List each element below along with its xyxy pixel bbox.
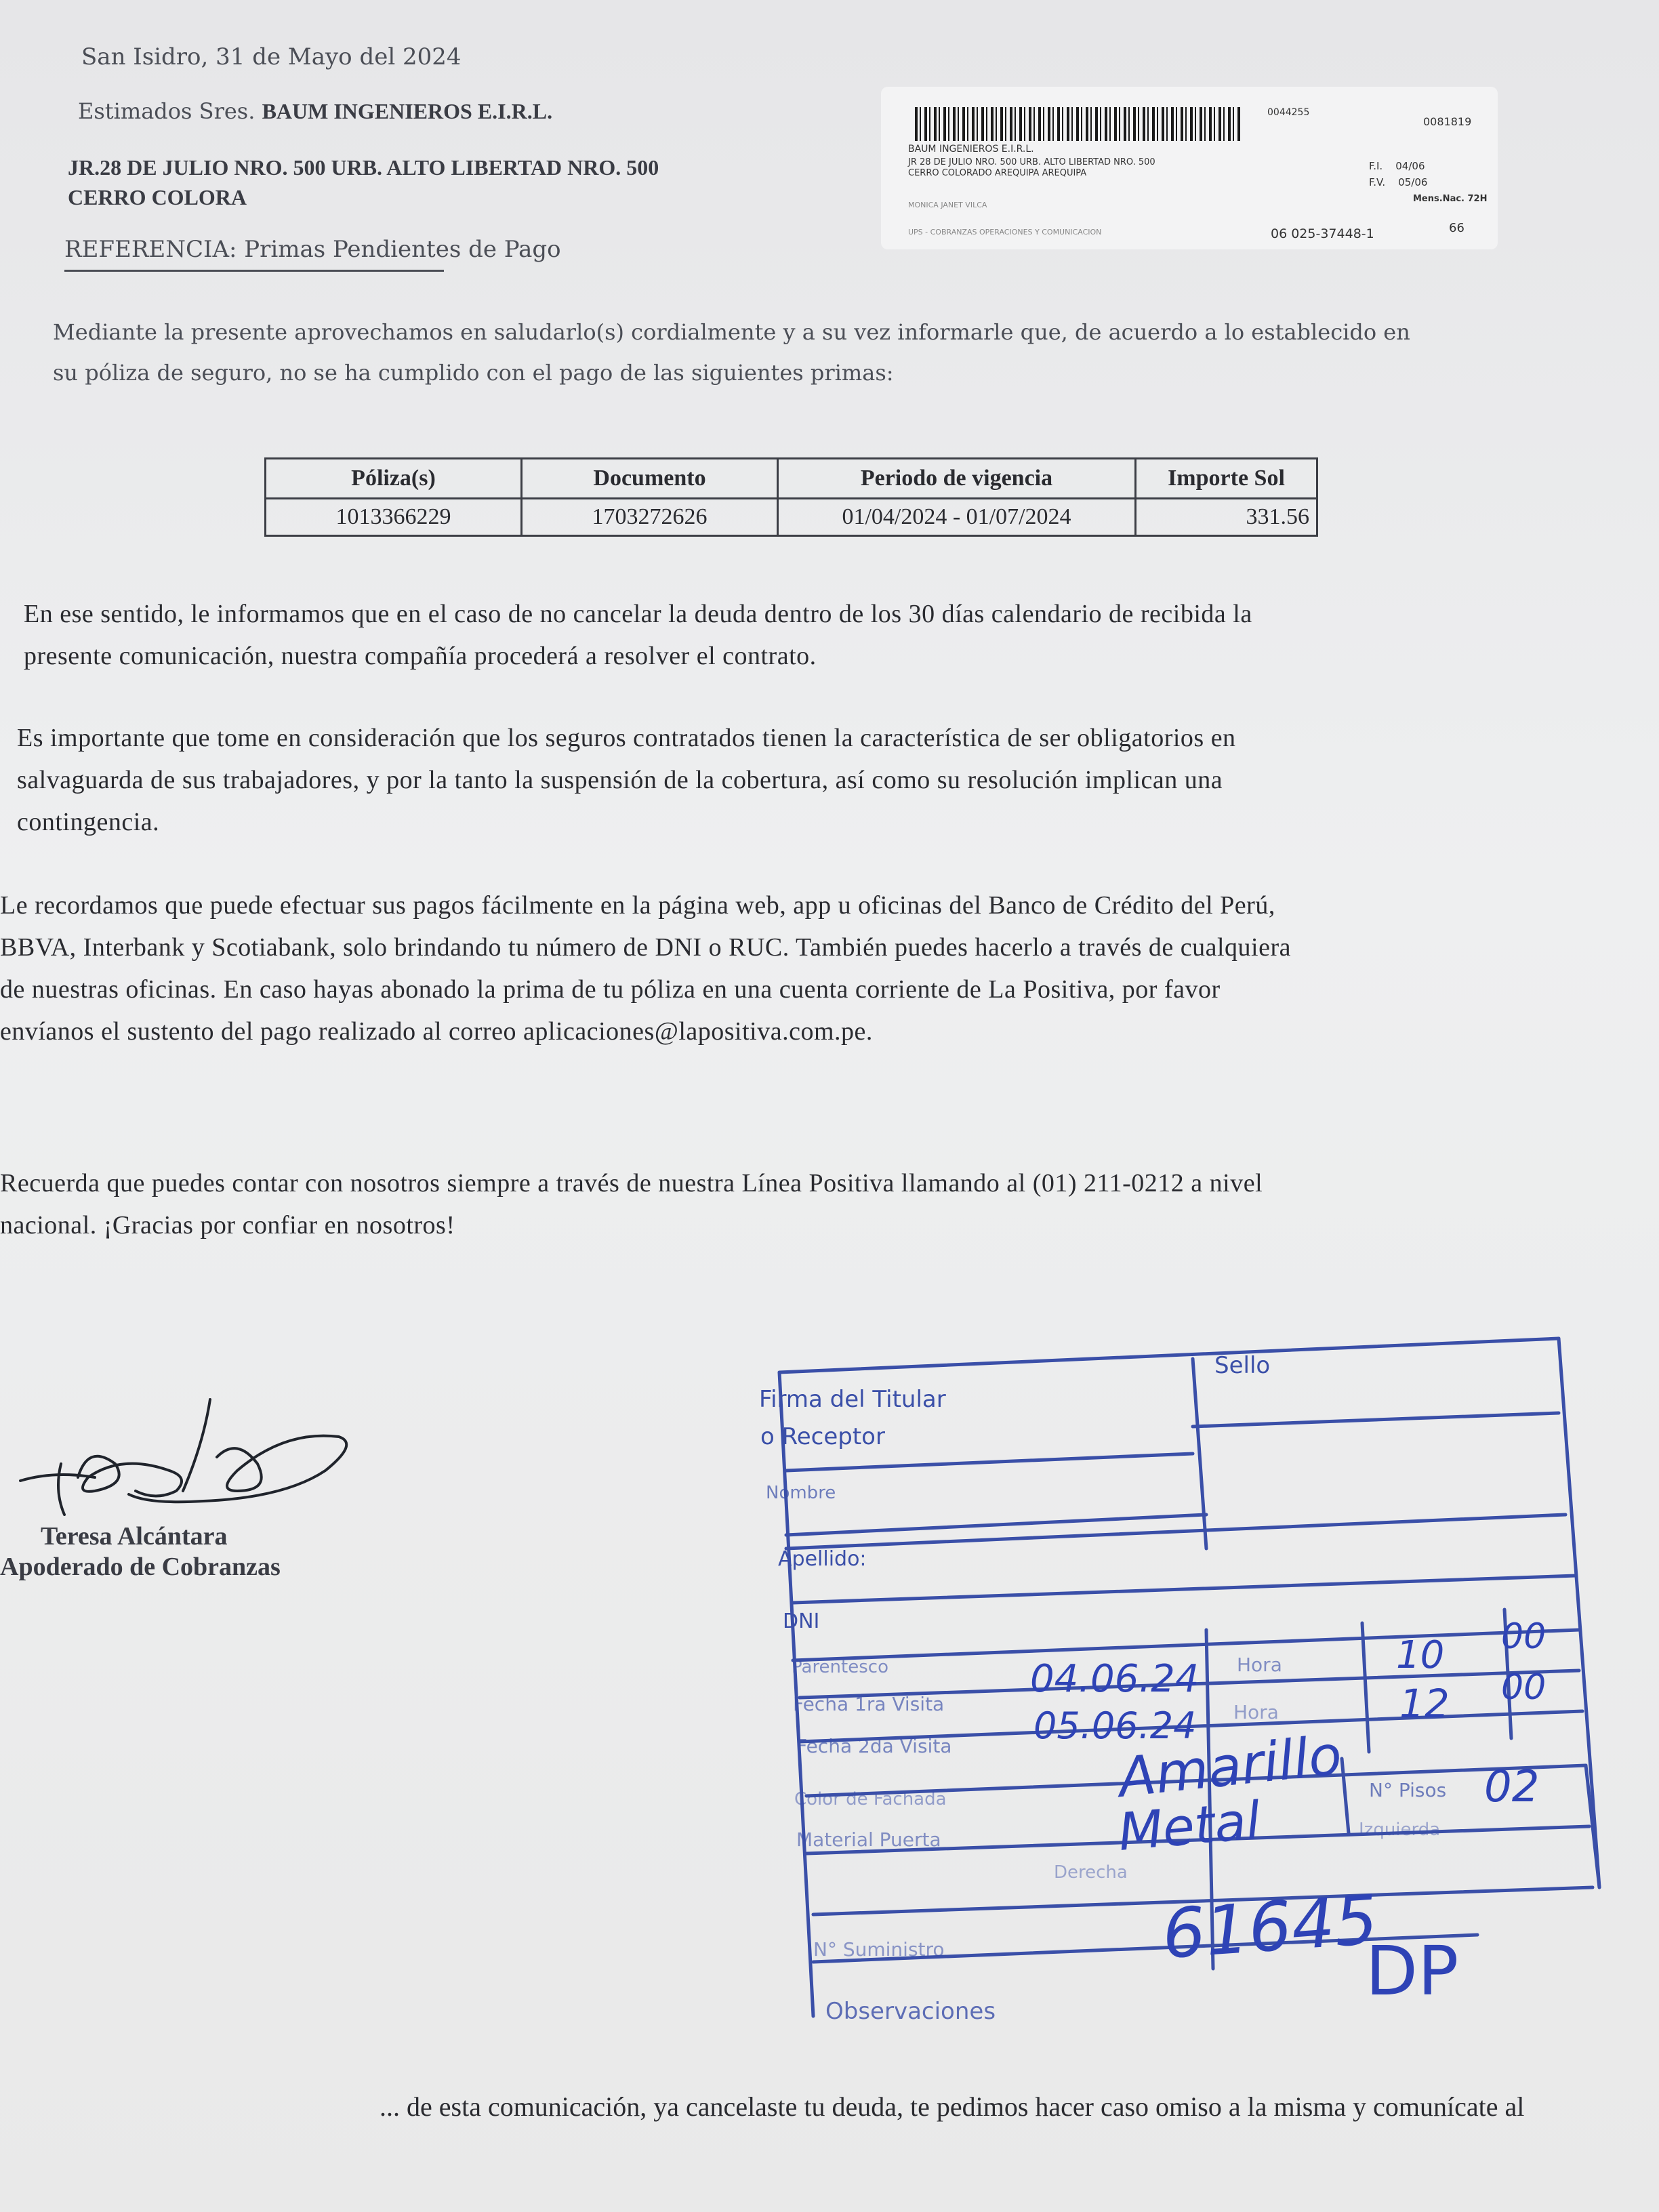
stamp-receptor: o Receptor bbox=[760, 1423, 885, 1450]
handwritten-visit1-date: 04.06.24 bbox=[1030, 1657, 1200, 1701]
addressee bbox=[78, 98, 552, 124]
reference-underline bbox=[64, 270, 444, 272]
mailing-label bbox=[881, 87, 1498, 249]
signatory-role: Apoderado de Cobranzas bbox=[0, 1553, 281, 1581]
label-code-suffix: 66 bbox=[1449, 221, 1465, 235]
paragraph-resolution: En ese sentido, le informamos que en el caso de no cancelar la deuda dentro de los 30 días calendario de recibida la presente comunicación, nuestra compañía procederá a resolver el contrato. bbox=[24, 600, 1252, 670]
label-contact: MONICA JANET VILCA bbox=[908, 201, 987, 209]
salutation-prefix: Estimados Sres. bbox=[78, 98, 255, 124]
stamp-suministro: N° Suministro bbox=[813, 1938, 945, 1961]
letter-date: San Isidro, 31 de Mayo del 2024 bbox=[81, 43, 462, 70]
stamp-primera-visita: Fecha 1ra Visita bbox=[793, 1693, 945, 1715]
label-mens: Mens.Nac. 72H bbox=[1413, 194, 1488, 204]
paragraph-payment-options: Le recordamos que puede efectuar sus pagos fácilmente en la página web, app u oficinas del Banco de Crédito del Perú, BBVA, Interbank y Scotiabank, solo brindando tu número de DNI o RUC. También puedes hacerlo a través de cualquiera de nuestras oficinas. En caso hayas abonado la prima de tu póliza en una cuenta corriente de La Positiva, por favor envíanos el sustento del pago realizado al correo aplicaciones@lapositiva.com.pe. bbox=[0, 891, 1291, 1046]
column-header-periodo: Periodo de vigencia bbox=[778, 459, 1136, 499]
stamp-puerta: Material Puerta bbox=[796, 1828, 941, 1851]
stamp-parentesco: Parentesco bbox=[792, 1657, 888, 1677]
stamp-pisos: N° Pisos bbox=[1369, 1779, 1447, 1801]
stamp-observaciones: Observaciones bbox=[825, 1998, 996, 2025]
address-line: JR.28 DE JULIO NRO. 500 URB. ALTO LIBERTAD NRO. 500 bbox=[68, 155, 659, 180]
cell-periodo: 01/04/2024 - 01/07/2024 bbox=[778, 499, 1136, 536]
column-header-importe: Importe Sol bbox=[1136, 459, 1317, 499]
stamp-sello: Sello bbox=[1214, 1352, 1271, 1379]
paragraph-importance: Es importante que tome en consideración que los seguros contratados tienen la característica de ser obligatorios en salvaguarda de sus trabajadores, y por la tanto la suspensión de la cobertura, así como su resolución implican una contingencia. bbox=[17, 724, 1236, 836]
handwritten-pisos: 02 bbox=[1484, 1762, 1540, 1812]
cell-documento: 1703272626 bbox=[522, 499, 778, 536]
handwritten-visit2-date: 05.06.24 bbox=[1033, 1704, 1197, 1747]
label-fv: F.V. 05/06 bbox=[1369, 176, 1428, 188]
label-address: JR 28 DE JULIO NRO. 500 URB. ALTO LIBERTAD NRO. 500 bbox=[908, 157, 1155, 167]
footer-note: ... de esta comunicación, ya cancelaste tu deuda, te pedimos hacer caso omiso a la misma y comunícate al bbox=[380, 2091, 1525, 2122]
label-code: 06 025-37448-1 bbox=[1271, 226, 1374, 241]
cell-poliza: 1013366229 bbox=[266, 499, 522, 536]
label-barcode-number: 0044255 bbox=[1267, 107, 1310, 118]
stamp-color: Color de Fachada bbox=[794, 1789, 947, 1809]
label-company: BAUM INGENIEROS E.I.R.L. bbox=[908, 144, 1034, 155]
stamp-firma: Firma del Titular bbox=[759, 1386, 946, 1413]
label-department: UPS - COBRANZAS OPERACIONES Y COMUNICACION bbox=[908, 228, 1102, 237]
barcode bbox=[915, 107, 1240, 141]
intro-paragraph bbox=[53, 312, 1410, 393]
company-address bbox=[68, 152, 827, 212]
handwritten-color: Amarillo bbox=[1115, 1723, 1345, 1810]
stamp-dni: DNI bbox=[783, 1610, 820, 1633]
stamp-nombre: Nombre bbox=[766, 1483, 836, 1503]
signatory-name: Teresa Alcántara bbox=[41, 1522, 228, 1551]
stamp-hora-1: Hora bbox=[1237, 1654, 1282, 1676]
intro-line: su póliza de seguro, no se ha cumplido con el pago de las siguientes primas: bbox=[53, 360, 894, 386]
address-line: CERRO COLORA bbox=[68, 185, 247, 209]
stamp-hora-2: Hora bbox=[1233, 1701, 1279, 1723]
handwritten-visit1-min: 00 bbox=[1501, 1616, 1547, 1657]
stamp-segunda-visita: Fecha 2da Visita bbox=[796, 1735, 952, 1757]
handwritten-initials: DP bbox=[1366, 1931, 1459, 2011]
table-row bbox=[266, 499, 1317, 536]
column-header-poliza: Póliza(s) bbox=[266, 459, 522, 499]
label-id: 0081819 bbox=[1423, 115, 1472, 128]
reference: REFERENCIA: Primas Pendientes de Pago bbox=[64, 236, 561, 263]
handwritten-suministro: 61645 bbox=[1160, 1880, 1380, 1974]
stamp-izquierda: Izquierda bbox=[1359, 1820, 1441, 1840]
handwritten-visit1-hour: 10 bbox=[1396, 1633, 1445, 1677]
column-header-documento: Documento bbox=[522, 459, 778, 499]
table-header-row bbox=[266, 459, 1317, 499]
intro-line: Mediante la presente aprovechamos en saludarlo(s) cordialmente y a su vez informarle que, de acuerdo a lo establecido en bbox=[53, 319, 1410, 345]
label-city: CERRO COLORADO AREQUIPA AREQUIPA bbox=[908, 168, 1087, 178]
stamp-apellido: Apellido: bbox=[778, 1547, 867, 1571]
primas-table bbox=[264, 457, 1318, 537]
paragraph-contact: Recuerda que puedes contar con nosotros siempre a través de nuestra Línea Positiva llamando al (01) 211-0212 a nivel nacional. ¡Gracias por confiar en nosotros! bbox=[0, 1169, 1263, 1240]
label-fi: F.I. 04/06 bbox=[1369, 160, 1425, 172]
cell-importe: 331.56 bbox=[1136, 499, 1317, 536]
handwritten-visit2-min: 00 bbox=[1501, 1667, 1547, 1708]
handwritten-signature bbox=[14, 1389, 352, 1525]
company-name: BAUM INGENIEROS E.I.R.L. bbox=[262, 99, 553, 123]
handwritten-visit2-hour: 12 bbox=[1399, 1681, 1450, 1727]
stamp-derecha: Derecha bbox=[1054, 1862, 1128, 1883]
handwritten-puerta: Metal bbox=[1115, 1790, 1263, 1862]
